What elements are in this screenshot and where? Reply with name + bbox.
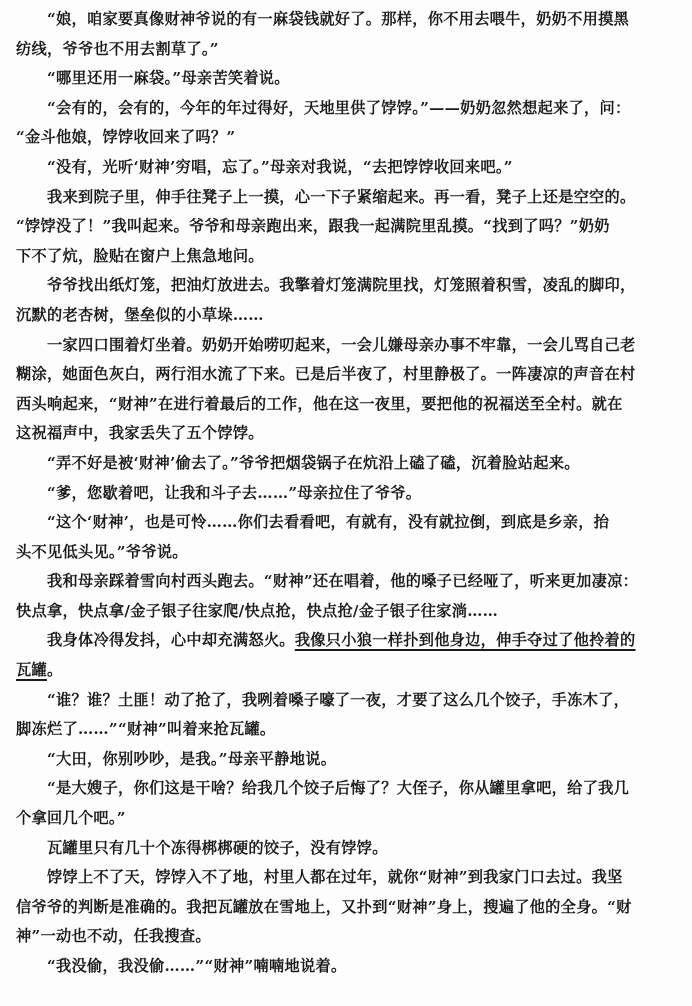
text-line: 快点拿，快点拿/金子银子往家爬/快点抢，快点抢/金子银子往家淌…… [16,601,499,620]
text-line: 纺线，爷爷也不用去割草了。” [16,39,219,58]
text-line: 瓦罐里只有几十个冻得梆梆硬的饺子，没有饽饽。 [47,838,388,857]
text-line: 西头响起来，“财神”在进行着最后的工作，他在这一夜里，要把他的祝福送至全村。就在 [16,394,623,413]
text-line [16,626,678,656]
text-line: 我和母亲踩着雪向村西头跑去。“财神”还在唱着，他的嗓子已经哑了，听来更加凄凉： [47,572,639,591]
text-line: “我没偷，我没偷……”“财神”喃喃地说着。 [47,957,347,975]
text-line: “大田，你别吵吵，是我。”母亲平静地说。 [47,749,337,768]
text-line: “这个‘财神’，也是可怜……你们去看看吧，有就有，没有就拉倒，到底是乡亲，抬 [47,513,610,532]
text-line: 饽饽上不了天，饽饽入不了地，村里人都在过年，就你“财神”到我家门口去过。我坚 [47,868,623,887]
sentence-period: 。 [46,661,63,680]
text-line: “饽饽没了！”我叫起来。爷爷和母亲跑出来，跟我一起满院里乱摸。“找到了吗？”奶奶 [16,217,610,236]
text-line: 个拿回几个吧。” [16,809,126,828]
text-line: “是大嫂子，你们这是干啥？给我几个饺子后悔了？大侄子，你从罐里拿吧，给了我几 [47,779,630,798]
text-line: “谁？谁？土匪！动了抢了，我咧着嗓子嚎了一夜，才要了这么几个饺子，手冻木了， [47,690,630,709]
story-excerpt [16,5,678,982]
text-line: 信爷爷的判断是准确的。我把瓦罐放在雪地上，又扑到“财神”身上，搜遍了他的全身。“财 [16,897,632,916]
text-line: “会有的，会有的，今年的年过得好，天地里供了饽饽。”——奶奶忽然想起来了，问： [47,98,631,117]
text-line: “哪里还用一麻袋。”母亲苦笑着说。 [47,69,290,88]
text-line: 我来到院子里，伸手往凳子上一摸，心一下子紧缩起来。再一看，凳子上还是空空的。 [47,187,636,206]
text-line: 这祝福声中，我家丢失了五个饽饽。 [16,424,264,443]
text-line [16,656,678,686]
text-line: 下不了炕，脸贴在窗户上焦急地问。 [16,246,264,265]
text-line: 神”一动也不动，任我搜查。 [16,927,211,946]
text-line: 爷爷找出纸灯笼，把油灯放进去。我擎着灯笼满院里找，灯笼照着积雪，凌乱的脚印， [47,276,636,295]
text-line: 脚冻烂了……”“财神”叫着来抢瓦罐。 [16,720,276,739]
text-line: “娘，咱家要真像财神爷说的有一麻袋钱就好了。那样，你不用去喂牛，奶奶不用摸黑 [47,10,630,28]
text-line: “爹，您歇着吧，让我和斗子去……”母亲拉住了爷爷。 [47,483,422,502]
underlined-sentence: 我像只小狼一样扑到他身边，伸手夺过了他拎着的 [294,631,636,650]
text-line: 糊涂，她面色灰白，两行泪水流了下来。已是后半夜了，村里静极了。一阵凄凉的声音在村 [16,365,636,384]
text-line: 头不见低头见。”爷爷说。 [16,542,188,561]
text-line: “弄不好是被‘财神’偷去了。”爷爷把烟袋锅子在炕沿上磕了磕，沉着脸站起来。 [47,453,580,472]
text-line: 一家四口围着灯坐着。奶奶开始唠叨起来，一会儿嫌母亲办事不牢靠，一会儿骂自己老 [47,335,636,354]
text-line-plain: 我身体冷得发抖，心中却充满怒火。 [47,631,295,650]
text-line: “金斗他娘，饽饽收回来了吗？” [16,128,236,147]
text-line: “没有，光听‘财神’穷唱，忘了。”母亲对我说，“去把饽饽收回来吧。” [47,157,513,176]
text-line: 沉默的老杏树，堡垒似的小草垛…… [16,305,264,324]
underlined-sentence-end: 瓦罐 [16,661,47,680]
